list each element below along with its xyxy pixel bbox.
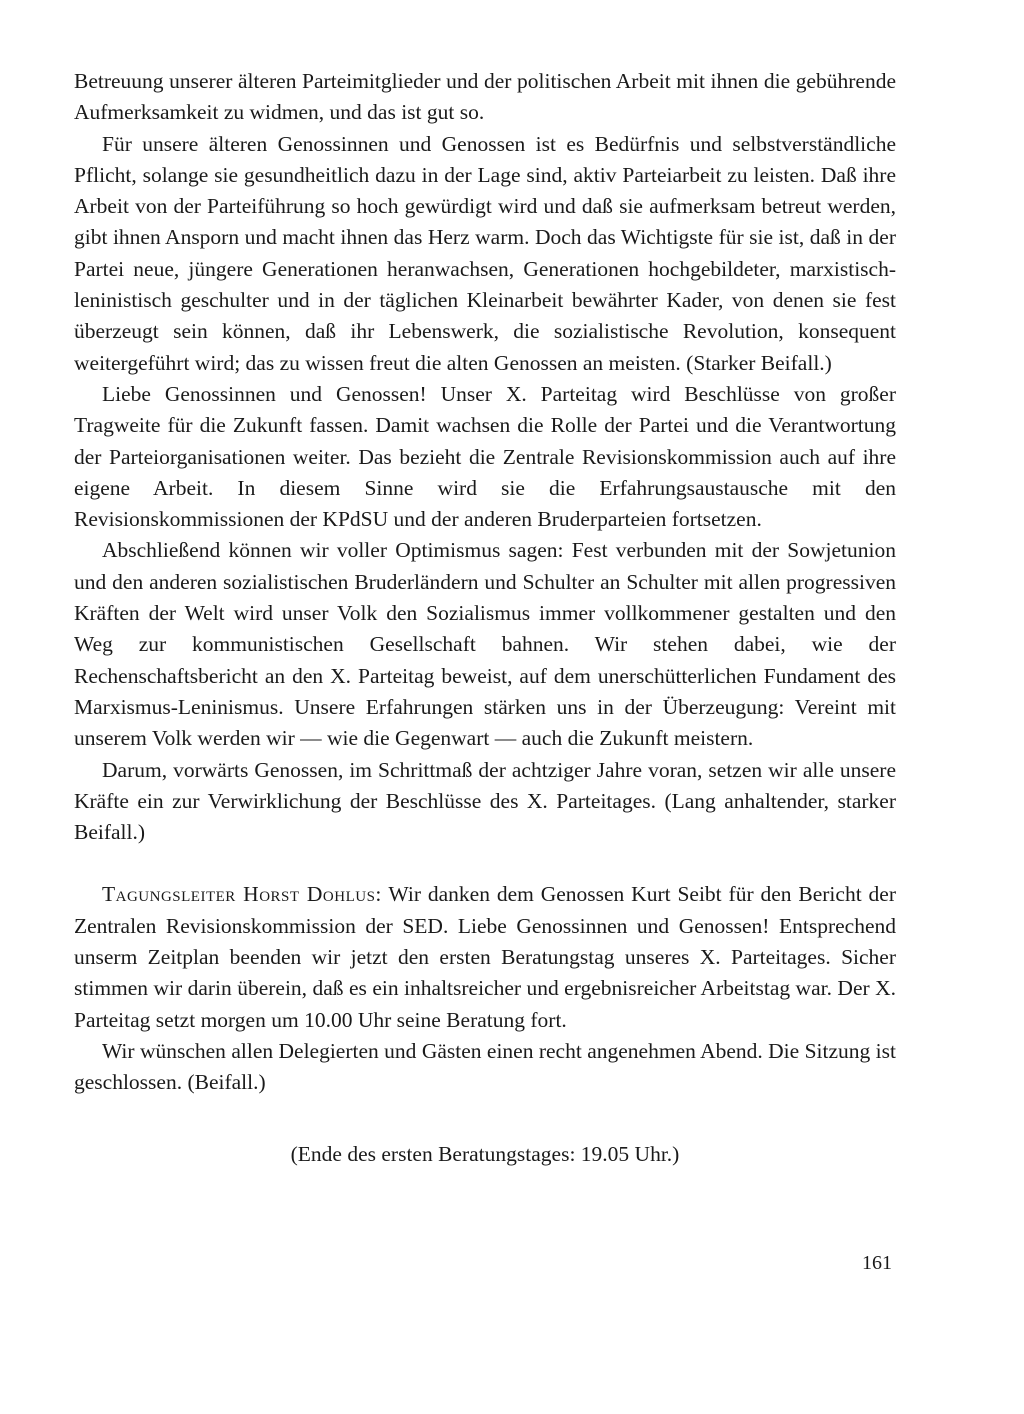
speech-text: Wir danken dem Genossen Kurt Seibt für den Bericht der Zentralen Revisionskommission der SED. Liebe Genossinnen und Genossen! Entsprechend unserm Zeitplan beenden wir jetzt den ersten Beratungstag unseres X. Parteitages. Sicher stimmen wir darin überein, daß es ein inhaltsreicher und ergebnisreicher Arbeitstag war. Der X. Parteitag setzt morgen um 10.00 Uhr seine Beratung fort. xyxy=(74,882,897,1032)
paragraph-1: Betreuung unserer älteren Parteimitglieder und der politischen Arbeit mit ihnen die gebührende Aufmerksamkeit zu widmen, und das ist gut so. xyxy=(74,69,896,125)
section-gap xyxy=(74,848,896,879)
page-number: 161 xyxy=(862,1252,892,1274)
paragraph-2: Für unsere älteren Genossinnen und Genossen ist es Bedürfnis und selbstverständliche Pflicht, solange sie gesundheitlich dazu in der Lage sind, aktiv Parteiarbeit zu leisten. Daß ihre Arbeit von der Parteiführung so hoch gewürdigt wird und daß sie aufmerksam betreut werden, gibt ihnen Ansporn und macht ihnen das Herz warm. Doch das Wichtigste für sie ist, daß in der Partei neue, jüngere Generationen heranwachsen, Generationen hochgebildeter, marxistisch-leninistisch geschulter und in der täglichen Kleinarbeit bewährter Kader, von denen sie fest überzeugt sein können, daß ihr Lebenswerk, die sozialistische Revolution, konsequent weitergeführt wird; das zu wissen freut die alten Genossen an meisten. (Starker Beifall.) xyxy=(74,131,896,375)
speaker-name: Tagungsleiter Horst Dohlus: xyxy=(102,882,382,907)
paragraph-4: Abschließend können wir voller Optimismus sagen: Fest verbunden mit der Sowjetunion und den anderen sozialistischen Bruderländern und Schulter an Schulter mit allen progressiven Kräften der Welt wird unser Volk den Sozialismus immer vollkommener gestalten und den Weg zur kommunistischen Gesellschaft bahnen. Wir stehen dabei, wie der Rechenschaftsbericht an den X. Parteitag beweist, auf dem unerschütterlichen Fundament des Marxismus-Leninismus. Unsere Erfahrungen stärken uns in der Überzeugung: Vereint mit unserem Volk werden wir — wie die Gegenwart — auch die Zukunft meistern. xyxy=(74,538,896,751)
paragraph-3: Liebe Genossinnen und Genossen! Unser X. Parteitag wird Beschlüsse von großer Tragweite für die Zukunft fassen. Damit wachsen die Rolle der Partei und die Verantwortung der Parteiorganisationen weiter. Das bezieht die Zentrale Revisionskommission auch auf ihre eigene Arbeit. In diesem Sinne wird sie die Erfahrungsaustausche mit den Revisionskommissionen der KPdSU und der anderen Bruderparteien fortsetzen. xyxy=(74,381,896,532)
paragraph-5: Darum, vorwärts Genossen, im Schrittmaß der achtziger Jahre voran, setzen wir alle unsere Kräfte ein zur Verwirklichung der Beschlüsse des X. Parteitages. (Lang anhaltender, starker Beifall.) xyxy=(74,757,896,845)
speech-continuation: Wir wünschen allen Delegierten und Gästen einen recht angenehmen Abend. Die Sitzung ist geschlossen. (Beifall.) xyxy=(74,1038,896,1095)
closing-note: (Ende des ersten Beratungstages: 19.05 Uhr.) xyxy=(290,1141,680,1166)
document-page xyxy=(74,66,896,1170)
speech-paragraph xyxy=(74,879,896,1035)
